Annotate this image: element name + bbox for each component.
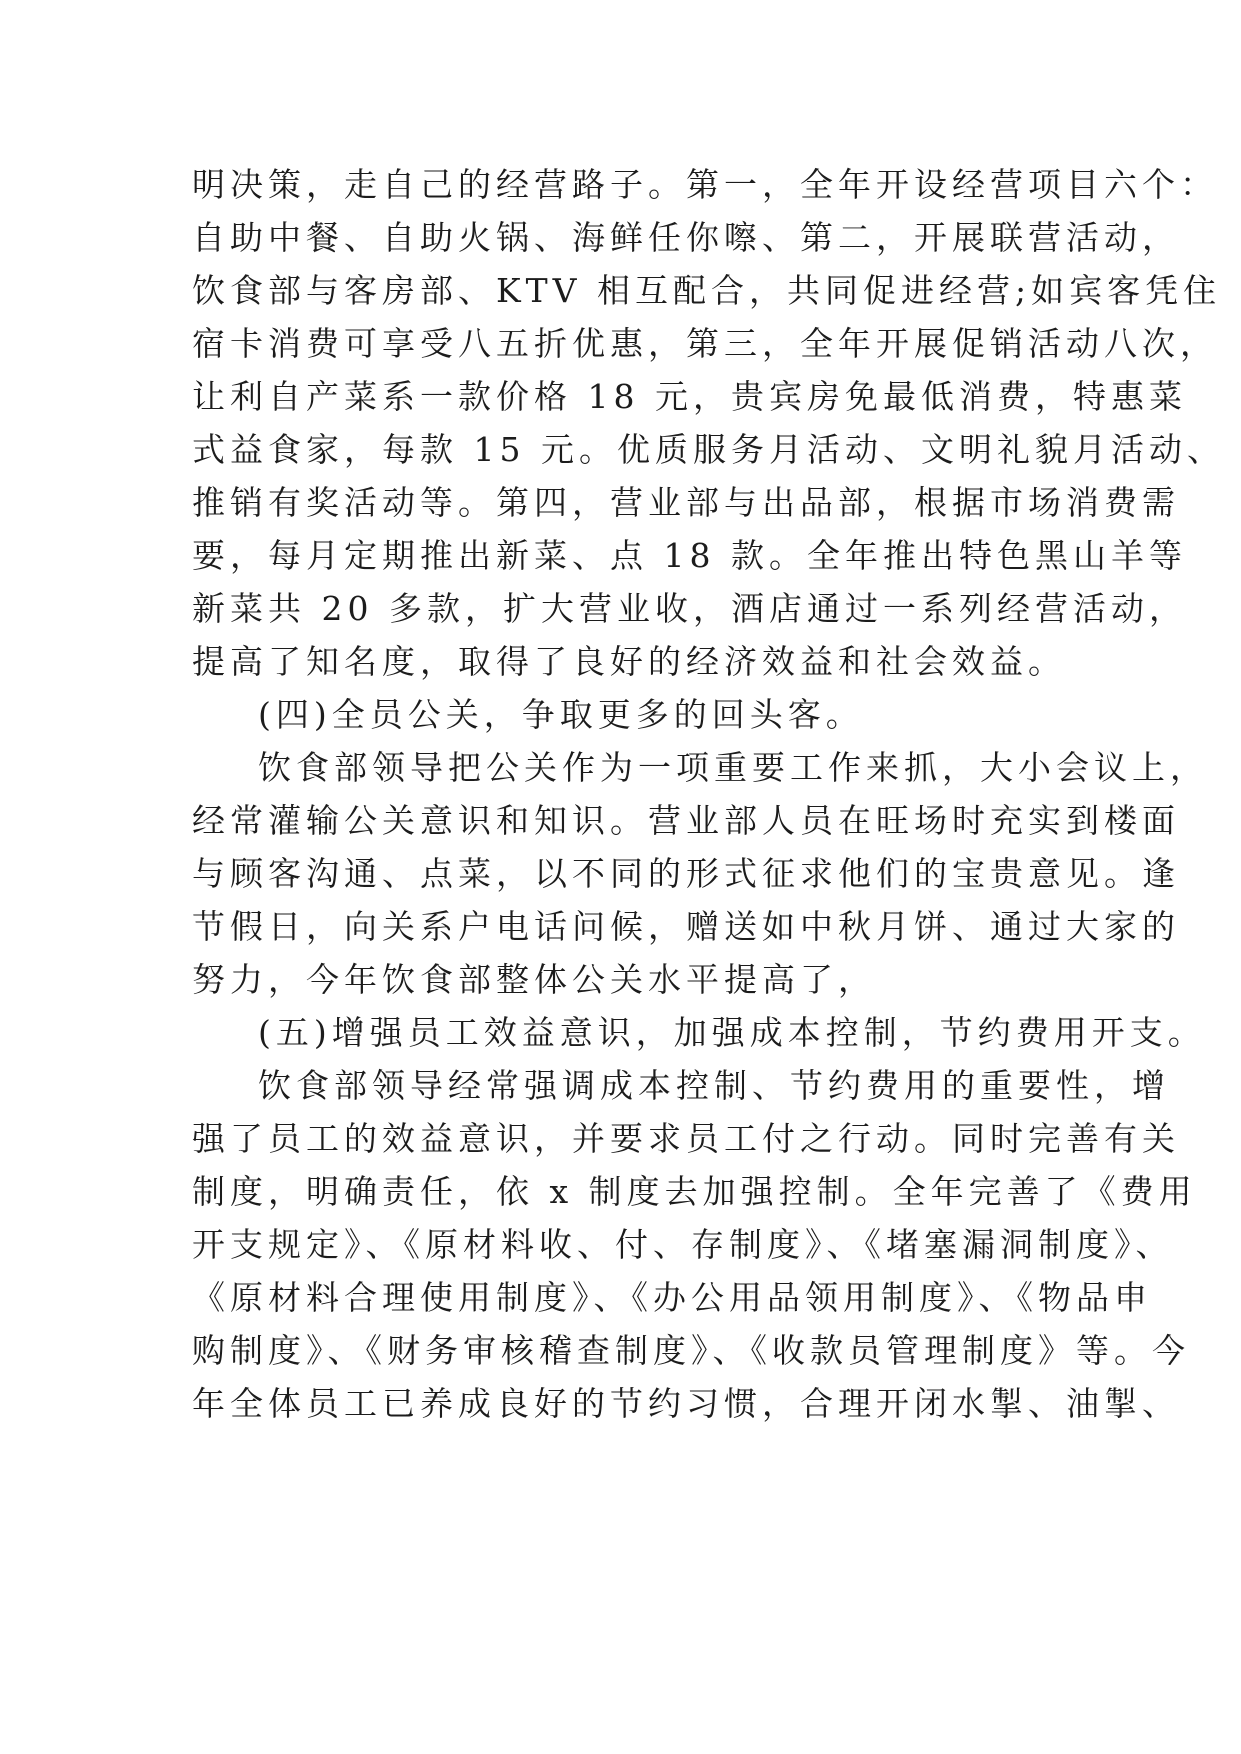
paragraph-start: 饮食部领导经常强调成本控制、节约费用的重要性，增 bbox=[258, 1066, 1170, 1105]
text-line: 明决策，走自己的经营路子。第一，全年开设经营项目六个： bbox=[192, 165, 1218, 204]
text-line: 新菜共 20 多款，扩大营业收，酒店通过一系列经营活动， bbox=[192, 589, 1187, 628]
text-line: 制度，明确责任，依 x 制度去加强控制。全年完善了《费用 bbox=[192, 1172, 1197, 1211]
text-line: 《原材料合理使用制度》、《办公用品领用制度》、《物品申 bbox=[192, 1278, 1152, 1317]
text-line: 要，每月定期推出新菜、点 18 款。全年推出特色黑山羊等 bbox=[192, 536, 1187, 575]
text-line: 宿卡消费可享受八五折优惠，第三，全年开展促销活动八次， bbox=[192, 324, 1218, 363]
section-heading: (五)增强员工效益意识，加强成本控制，节约费用开支。 bbox=[258, 1013, 1206, 1052]
section-heading: (四)全员公关，争取更多的回头客。 bbox=[258, 695, 864, 734]
paragraph-start: 饮食部领导把公关作为一项重要工作来抓，大小会议上， bbox=[258, 748, 1208, 787]
document-body bbox=[192, 158, 1225, 1430]
text-line: 经常灌输公关意识和知识。营业部人员在旺场时充实到楼面 bbox=[192, 801, 1180, 840]
text-line: 强了员工的效益意识，并要求员工付之行动。同时完善有关 bbox=[192, 1119, 1180, 1158]
text-line: 购制度》、《财务审核稽查制度》、《收款员管理制度》等。今 bbox=[192, 1331, 1190, 1370]
text-line: 与顾客沟通、点菜，以不同的形式征求他们的宝贵意见。逢 bbox=[192, 854, 1180, 893]
text-line: 年全体员工已养成良好的节约习惯，合理开闭水掣、油掣、 bbox=[192, 1384, 1180, 1423]
text-line: 自助中餐、自助火锅、海鲜任你嚓、第二，开展联营活动， bbox=[192, 218, 1180, 257]
text-line: 开支规定》、《原材料收、付、存制度》、《堵塞漏洞制度》、 bbox=[192, 1225, 1174, 1264]
text-line: 推销有奖活动等。第四，营业部与出品部，根据市场消费需 bbox=[192, 483, 1180, 522]
text-line: 饮食部与客房部、KTV 相互配合，共同促进经营;如宾客凭住 bbox=[192, 271, 1222, 310]
text-line: 让利自产菜系一款价格 18 元，贵宾房免最低消费，特惠菜 bbox=[192, 377, 1187, 416]
text-line: 式益食家，每款 15 元。优质服务月活动、文明礼貌月活动、 bbox=[192, 430, 1225, 469]
text-line: 努力，今年饮食部整体公关水平提高了， bbox=[192, 960, 876, 999]
text-line: 提高了知名度，取得了良好的经济效益和社会效益。 bbox=[192, 642, 1066, 681]
text-line: 节假日，向关系户电话问候，赠送如中秋月饼、通过大家的 bbox=[192, 907, 1180, 946]
